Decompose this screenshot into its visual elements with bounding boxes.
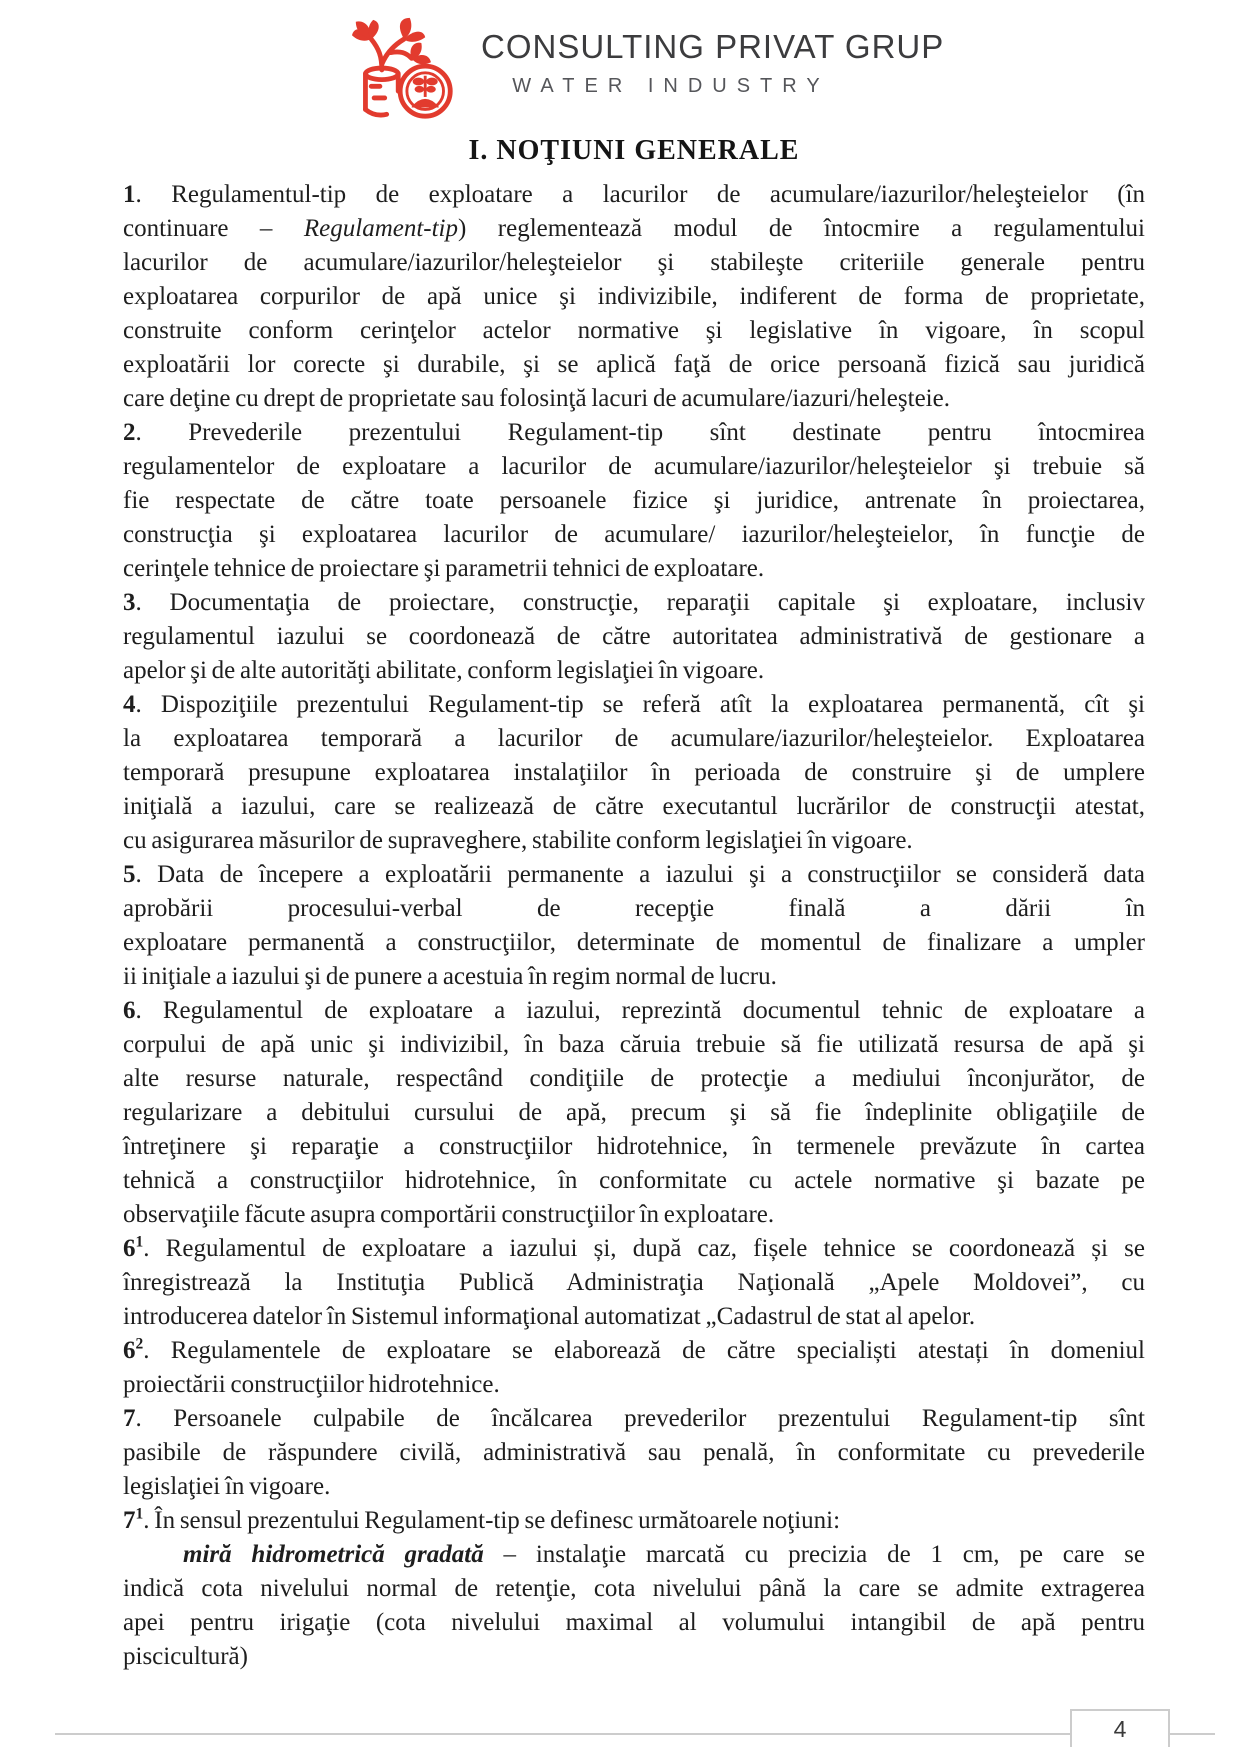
text-line: $6^2$. Regulamentele de exploatare se elaborează de către specialiști atestați în domeniul	[123, 1335, 1145, 1364]
text-line: 3. Documentaţia de proiectare, construcţie, reparaţii capitale şi exploatare, inclusiv	[123, 589, 1145, 616]
text-line: care deţine cu drept de proprietate sau folosinţă lacuri de acumulare/iazuri/heleşteie.	[123, 385, 950, 412]
text-line: exploatării lor corecte şi durabile, şi se aplică faţă de orice persoană fizică sau juridică	[123, 351, 1145, 378]
text-line: apei pentru irigaţie (cota nivelului maximal al volumului intangibil de apă pentru	[123, 1609, 1145, 1636]
text-line: proiectării construcţiilor hidrotehnice.	[123, 1371, 500, 1398]
text-line: cu asigurarea măsurilor de supraveghere, stabilite conform legislaţiei în vigoare.	[123, 827, 913, 854]
text-line: construite conform cerinţelor actelor normative şi legislative în vigoare, în scopul	[123, 317, 1145, 344]
text-line: 5. Data de începere a exploatării permanente a iazului şi a construcţiilor se consideră data	[123, 861, 1145, 888]
plant-stamp-logo-icon	[345, 16, 463, 122]
text-line: regularizare a debitului cursului de apă, precum şi să fie îndeplinite obligaţiile de	[123, 1099, 1145, 1126]
paragraph	[123, 586, 1145, 688]
brand-block	[481, 28, 945, 98]
text-line: miră hidrometrică gradată – instalaţie marcată cu precizia de 1 cm, pe care se	[183, 1541, 1145, 1568]
paragraph	[123, 1538, 1145, 1674]
footer-rule-left	[55, 1733, 1070, 1735]
text-line: la exploatarea temporară a lacurilor de acumulare/iazurilor/heleşteielor. Exploatarea	[123, 725, 1145, 752]
text-line: lacurilor de acumulare/iazurilor/heleşteielor şi stabileşte criteriile generale pentru	[123, 249, 1145, 276]
text-line: construcţia şi exploatarea lacurilor de acumulare/ iazurilor/heleşteielor, în funcţie de	[123, 521, 1145, 548]
text-line: 2. Prevederile prezentului Regulament-tip sînt destinate pentru întocmirea	[123, 419, 1145, 446]
company-division: WATER INDUSTRY	[512, 75, 830, 97]
text-line: indică cota nivelului normal de retenţie, cota nivelului până la care se admite extragerea	[123, 1575, 1145, 1602]
text-line: observaţiile făcute asupra comportării construcţiilor în exploatare.	[123, 1201, 775, 1228]
paragraphs-container	[123, 178, 1145, 1674]
text-line: $7^1$. În sensul prezentului Regulament-tip se definesc următoarele noţiuni:	[123, 1505, 841, 1534]
text-line: pasibile de răspundere civilă, administrativă sau penală, în conformitate cu prevederile	[123, 1439, 1145, 1466]
text-line: corpului de apă unic şi indivizibil, în baza căruia trebuie să fie utilizată resursa de apă şi	[123, 1031, 1145, 1058]
text-line: temporară presupune exploatarea instalaţiilor în perioada de construire şi de umplere	[123, 759, 1145, 786]
company-name: CONSULTING PRIVAT GRUP	[481, 28, 945, 65]
paragraph	[123, 994, 1145, 1232]
paragraph	[123, 416, 1145, 586]
page-number-box	[1070, 1709, 1170, 1747]
paragraph	[123, 858, 1145, 994]
paragraph	[123, 1334, 1145, 1402]
text-line: $6^1$. Regulamentul de exploatare a iazului și, după caz, fișele tehnice se coordonează și se	[123, 1233, 1145, 1262]
section-title: I. NOŢIUNI GENERALE	[468, 135, 800, 166]
footer-rule-right	[1170, 1733, 1215, 1735]
text-line: 6. Regulamentul de exploatare a iazului, reprezintă documentul tehnic de exploatare a	[123, 997, 1145, 1024]
paragraph	[123, 178, 1145, 416]
text-line: exploatare permanentă a construcţiilor, determinate de momentul de finalizare a umpler	[123, 929, 1145, 956]
text-line: apelor şi de alte autorităţi abilitate, conform legislaţiei în vigoare.	[123, 657, 765, 684]
text-line: 4. Dispoziţiile prezentului Regulament-tip se referă atît la exploatarea permanentă, cît şi	[123, 691, 1145, 718]
text-line: 1. Regulamentul-tip de exploatare a lacurilor de acumulare/iazurilor/heleşteielor (în	[123, 181, 1145, 208]
paragraph	[123, 688, 1145, 858]
paragraph	[123, 1504, 1145, 1538]
text-line: continuare – Regulament-tip) reglementează modul de întocmire a regulamentului	[123, 215, 1145, 242]
text-line: legislaţiei în vigoare.	[123, 1473, 331, 1500]
text-line: regulamentul iazului se coordonează de către autoritatea administrativă de gestionare a	[123, 623, 1145, 650]
text-line: regulamentelor de exploatare a lacurilor de acumulare/iazurilor/heleşteielor şi trebuie să	[123, 453, 1145, 480]
paragraph	[123, 1402, 1145, 1504]
page-number: 4	[1113, 1716, 1127, 1742]
text-line: cerinţele tehnice de proiectare şi parametrii tehnici de exploatare.	[123, 555, 765, 582]
text-line: ii iniţiale a iazului şi de punere a acestuia în regim normal de lucru.	[123, 963, 777, 990]
paragraph	[123, 1232, 1145, 1334]
letterhead	[345, 16, 945, 122]
text-line: introducerea datelor în Sistemul informaţional automatizat „Cadastrul de stat al apelor.	[123, 1303, 976, 1330]
text-line: alte resurse naturale, respectând condiţiile de protecţie a mediului înconjurător, de	[123, 1065, 1145, 1092]
text-line: exploatarea corpurilor de apă unice şi indivizibile, indiferent de forma de proprietate,	[123, 283, 1145, 310]
text-line: piscicultură)	[123, 1643, 248, 1670]
text-line: întreţinere şi reparaţie a construcţiilor hidrotehnice, în termenele prevăzute în cartea	[123, 1133, 1145, 1160]
text-line: iniţială a iazului, care se realizează de către executantul lucrărilor de construcţii atestat,	[123, 793, 1145, 820]
text-line: aprobării procesului-verbal de recepţie finală a dării în	[123, 895, 1145, 922]
text-line: 7. Persoanele culpabile de încălcarea prevederilor prezentului Regulament-tip sînt	[123, 1405, 1145, 1432]
text-line: tehnică a construcţiilor hidrotehnice, în conformitate cu actele normative şi bazate pe	[123, 1167, 1145, 1194]
document-body	[123, 132, 1145, 1674]
text-line: fie respectate de către toate persoanele fizice şi juridice, antrenate în proiectarea,	[123, 487, 1145, 514]
text-line: înregistrează la Instituţia Publică Administraţia Naţională „Apele Moldovei”, cu	[123, 1269, 1145, 1296]
